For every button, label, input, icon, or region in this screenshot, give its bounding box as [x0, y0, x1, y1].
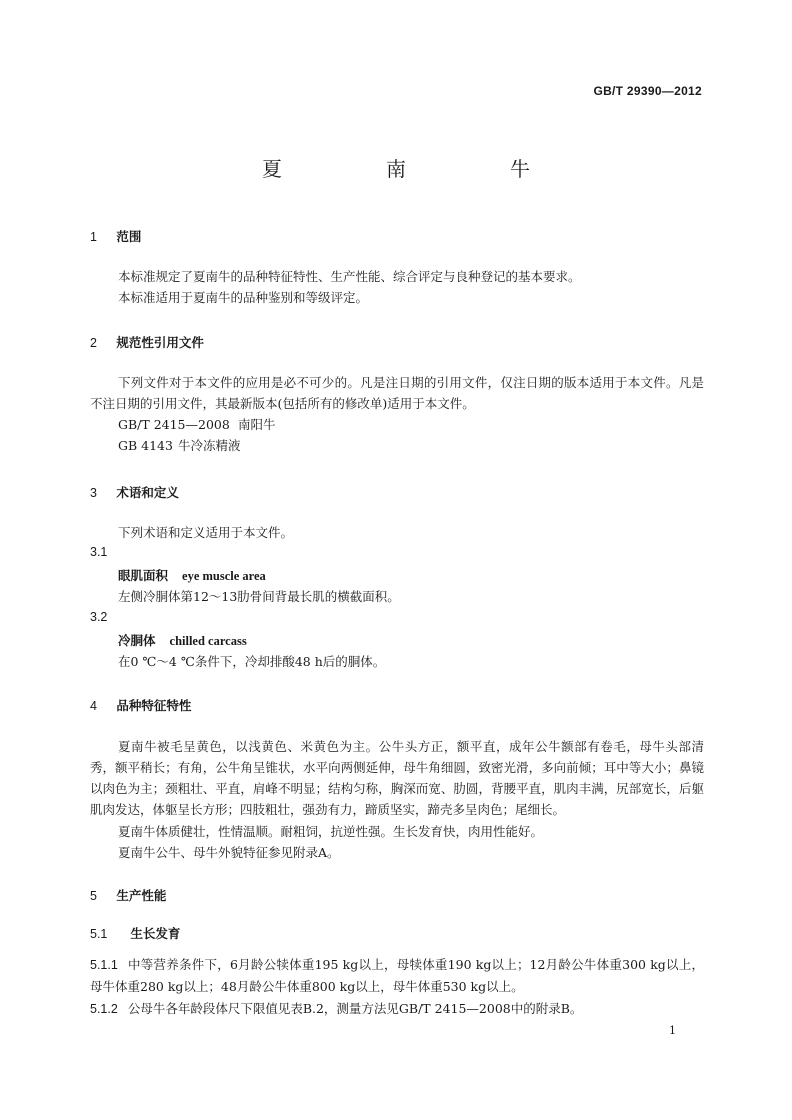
term-definition: 在0 ℃～4 ℃条件下，冷却排酸48 h后的胴体。	[118, 654, 386, 669]
subsection-number: 5.1	[90, 927, 108, 941]
reference-title: 南阳牛	[238, 417, 276, 432]
section-number: 4	[90, 699, 97, 713]
terms-intro-paragraph: 下列术语和定义适用于本文件。	[118, 525, 294, 540]
section-title: 范围	[116, 229, 142, 244]
scope-paragraph-2: 本标准适用于夏南牛的品种鉴别和等级评定。	[118, 290, 369, 305]
clause-number: 5.1.2	[90, 1002, 118, 1016]
page-number: 1	[669, 1024, 676, 1037]
reference-code: GB 4143	[118, 438, 173, 453]
section-number: 1	[90, 230, 97, 244]
normative-references-paragraph: 下列文件对于本文件的应用是必不可少的。凡是注日期的引用文件，仅注日期的版本适用于本文件。凡是不注日期的引用文件，其最新版本(包括所有的修改单)适用于本文件。	[90, 375, 704, 411]
document-title: 夏 南 牛	[262, 157, 572, 181]
section-number: 5	[90, 889, 97, 903]
term-entry	[118, 566, 266, 584]
term-chinese: 冷胴体	[118, 633, 156, 648]
term-number: 3.1	[90, 545, 108, 559]
term-chinese: 眼肌面积	[118, 568, 169, 583]
section-title: 术语和定义	[116, 485, 179, 500]
section-number: 3	[90, 486, 97, 500]
section-number: 2	[90, 336, 97, 350]
term-number: 3.2	[90, 610, 108, 624]
term-definition: 左侧冷胴体第12～13肋骨间背最长肌的横截面积。	[118, 589, 400, 604]
clause-number: 5.1.1	[90, 958, 118, 972]
characteristics-paragraph-2: 夏南牛体质健壮，性情温顺。耐粗饲，抗逆性强。生长发育快，肉用性能好。	[118, 824, 544, 839]
term-english: eye muscle area	[182, 569, 266, 583]
section-title: 生产性能	[116, 888, 167, 903]
subsection-5-1-heading	[90, 924, 180, 942]
standard-code: GB/T 29390—2012	[593, 84, 702, 98]
section-2-heading	[90, 333, 204, 351]
reference-item	[118, 436, 241, 454]
reference-item	[118, 415, 276, 433]
characteristics-paragraph-1: 夏南牛被毛呈黄色，以浅黄色、米黄色为主。公牛头方正，额平直，成年公牛额部有卷毛，母牛头部清秀，额平稍长；有角，公牛角呈锥状，水平向两侧延伸，母牛角细圆，致密光滑，多向前倾；耳中等大小；鼻镜以肉色为主；颈粗壮、平直，肩峰不明显；结构匀称，胸深而宽、肋圆，背腰平直，肌肉丰满，尻部宽长，后躯肌肉发达，体躯呈长方形；四肢粗壮，强劲有力，蹄质坚实，蹄壳多呈肉色；尾细长。	[90, 739, 704, 817]
section-title: 品种特征特性	[116, 698, 192, 713]
section-title: 规范性引用文件	[116, 335, 204, 350]
section-4-heading	[90, 696, 191, 714]
term-entry	[118, 631, 247, 649]
clause-5-1-1	[90, 954, 704, 997]
scope-paragraph-1: 本标准规定了夏南牛的品种特征特性、生产性能、综合评定与良种登记的基本要求。	[118, 269, 581, 284]
clause-text: 中等营养条件下，6月龄公犊体重195 kg以上，母犊体重190 kg以上；12月龄公牛体重300 kg以上，母牛体重280 kg以上；48月龄公牛体重800 kg以上，母牛体重530 kg以上。	[90, 957, 704, 994]
reference-title: 牛冷冻精液	[178, 438, 241, 453]
subsection-title: 生长发育	[130, 926, 181, 941]
term-english: chilled carcass	[169, 634, 247, 648]
clause-5-1-2	[90, 998, 704, 1020]
clause-text: 公母牛各年龄段体尺下限值见表B.2，测量方法见GB/T 2415—2008中的附录B。	[127, 1001, 583, 1016]
section-3-heading	[90, 483, 179, 501]
characteristics-paragraph-3: 夏南牛公牛、母牛外貌特征参见附录A。	[118, 845, 340, 860]
reference-code: GB/T 2415—2008	[118, 417, 230, 432]
section-1-heading	[90, 227, 141, 245]
section-5-heading	[90, 886, 166, 904]
